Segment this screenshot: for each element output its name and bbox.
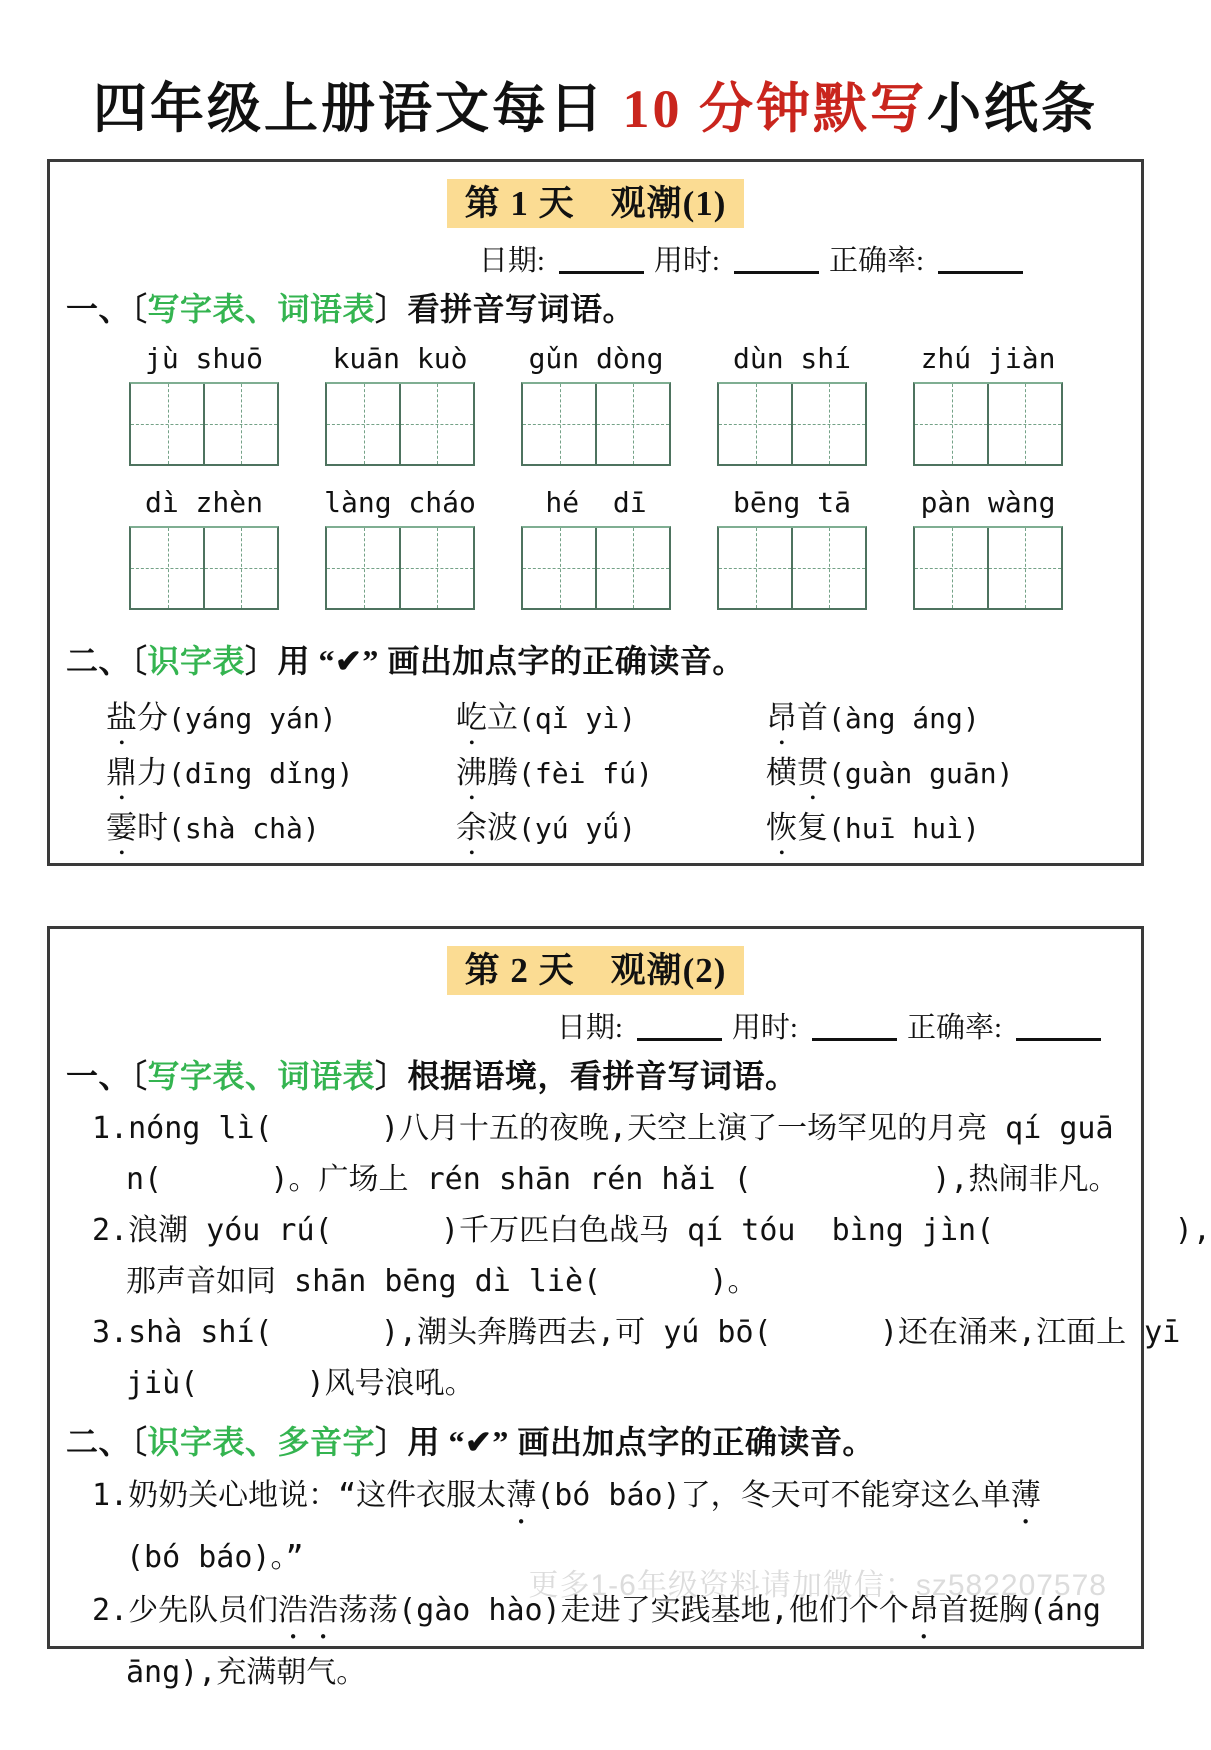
word-suffix: 时	[137, 810, 168, 845]
day2-meta-row	[50, 1005, 1141, 1044]
day1-section1-heading	[66, 284, 1141, 330]
time-label: 用时:	[731, 1012, 798, 1044]
writing-grid-row-1	[106, 382, 1086, 470]
pinyin-label: pàn wàng	[920, 486, 1056, 519]
section-instruction: 〕用 “✔” 画出加点字的正确读音。	[375, 1424, 875, 1460]
grid-cell-column	[302, 526, 498, 614]
pinyin-label: hé dī	[545, 486, 647, 519]
pronunciation-word-list	[106, 692, 1141, 857]
pinyin-options: (qǐ yì)	[518, 702, 637, 735]
pinyin-label: bēng tā	[732, 486, 851, 519]
day2-header-highlight: 第 2 天 观潮(2)	[447, 946, 745, 995]
grid-cell-column	[498, 382, 694, 470]
watermark: 更多1-6年级资料请加微信：sz582207578	[528, 1569, 1107, 1602]
pinyin-options: (yú yǘ)	[518, 812, 637, 845]
word-suffix: 波	[487, 810, 518, 845]
dotted-character: 沸	[456, 755, 487, 790]
dotted-character: 恢	[766, 810, 797, 845]
word-choice-item	[456, 747, 766, 807]
pinyin-options: (fèi fú)	[518, 757, 653, 790]
word-suffix: 首	[797, 700, 828, 735]
pinyin-options: (shà chà)	[168, 812, 320, 845]
section-number: 一、〔	[66, 1058, 148, 1094]
dotted-character: 昂	[766, 700, 797, 735]
page-title-pre: 四年级上册语文每日	[93, 79, 623, 139]
accuracy-blank	[1016, 1009, 1101, 1041]
time-label: 用时:	[653, 245, 720, 277]
pinyin-label: kuān kuò	[332, 342, 468, 375]
page-title-red: 10 分钟默写	[622, 79, 927, 139]
word-choice-item	[106, 802, 456, 862]
exercise-text: jiù( )风号浪吼。	[126, 1366, 475, 1401]
day2-section1-heading	[66, 1051, 1141, 1097]
writing-grid	[717, 526, 867, 610]
exercise-text: (bó báo)了，冬天可不能穿这么单	[536, 1478, 1011, 1513]
word-suffix: 腾	[487, 755, 518, 790]
accuracy-label: 正确率:	[828, 245, 924, 277]
writing-grid	[129, 526, 279, 610]
exercise-text: 荡荡(gào hào)走进了实践基地,他们个个	[338, 1593, 909, 1628]
word-row	[106, 802, 1141, 857]
pinyin-row-1	[106, 342, 1086, 374]
day1-meta-row	[50, 238, 1141, 277]
word-suffix: 力	[137, 755, 168, 790]
word-row	[106, 692, 1141, 747]
exercise-text: n( )。广场上 rén shān rén hǎi ( ),热闹非凡。	[126, 1162, 1119, 1197]
section-instruction: 〕根据语境，看拼音写词语。	[375, 1058, 798, 1094]
section-instruction: 〕用 “✔” 画出加点字的正确读音。	[245, 643, 745, 679]
word-choice-item	[766, 747, 1141, 807]
writing-grid	[325, 526, 475, 610]
grid-cell-column	[498, 526, 694, 614]
page-title-post: 小纸条	[927, 79, 1098, 139]
exercise-line	[92, 1358, 1141, 1409]
dotted-character: 屹	[456, 700, 487, 735]
day1-card	[47, 159, 1144, 866]
time-blank	[734, 242, 819, 274]
exercise-line	[92, 1646, 1141, 1699]
writing-grid-row-2	[106, 526, 1086, 614]
dotted-character: 贯	[797, 755, 828, 790]
word-choice-item	[456, 692, 766, 752]
writing-grid	[325, 382, 475, 466]
exercise-text: 2.浪潮 yóu rú( )千万匹白色战马 qí tóu bìng jìn( ),	[92, 1213, 1211, 1248]
pinyin-options: (dīng dǐng)	[168, 757, 354, 790]
pinyin-options: (àng áng)	[828, 702, 980, 735]
pinyin-label: dì zhèn	[144, 486, 263, 519]
pinyin-label: jù shuō	[144, 342, 263, 375]
pinyin-label: làng cháo	[324, 486, 476, 519]
exercise-text: 那声音如同 shān bēng dì liè( )。	[126, 1264, 758, 1299]
section-instruction: 〕看拼音写词语。	[375, 291, 636, 327]
accuracy-blank	[938, 242, 1023, 274]
dotted-character: 余	[456, 810, 487, 845]
word-choice-item	[106, 747, 456, 807]
pinyin-label: dùn shí	[732, 342, 851, 375]
writing-grid	[913, 382, 1063, 466]
day2-section2-heading	[66, 1417, 1141, 1463]
pinyin-options: (guàn guān)	[828, 757, 1014, 790]
writing-grid	[913, 526, 1063, 610]
writing-grid	[521, 382, 671, 466]
exercise-text: (bó báo)。”	[126, 1540, 304, 1575]
date-blank	[559, 242, 644, 274]
exercise-text: 1.nóng lì( )八月十五的夜晚,天空上演了一场罕见的月亮 qí guā	[92, 1111, 1114, 1146]
dotted-character: 盐	[106, 700, 137, 735]
day2-exercise1-lines	[92, 1103, 1211, 1409]
grid-cell-column	[694, 526, 890, 614]
exercise-line	[92, 1205, 1211, 1256]
grid-cell-column	[302, 382, 498, 470]
accuracy-label: 正确率:	[906, 1012, 1002, 1044]
day2-card	[47, 926, 1211, 1690]
writing-grid	[717, 382, 867, 466]
exercise-text: 1.奶奶关心地说：“这件衣服太	[92, 1478, 507, 1513]
exercise-text: 首挺胸(áng	[938, 1593, 1101, 1628]
date-label: 日期:	[478, 245, 545, 277]
section-source-tag: 识字表、多音字	[147, 1424, 376, 1460]
writing-grid	[521, 526, 671, 610]
word-choice-item	[766, 692, 1141, 752]
section-source-tag: 写字表、词语表	[147, 291, 376, 327]
exercise-line	[92, 1154, 1141, 1205]
dotted-character: 昂	[908, 1593, 939, 1628]
word-choice-item	[106, 692, 456, 752]
word-prefix: 横	[766, 755, 797, 790]
word-row	[106, 747, 1141, 802]
word-suffix: 复	[797, 810, 828, 845]
day1-header-highlight: 第 1 天 观潮(1)	[447, 179, 745, 228]
grid-cell-column	[694, 382, 890, 470]
page-title	[0, 66, 1191, 143]
section-number: 一、〔	[66, 291, 148, 327]
grid-cell-column	[106, 526, 302, 614]
exercise-text: 3.shà shí( ),潮头奔腾西去,可 yú bō( )还在涌来,江面上 yī	[92, 1315, 1181, 1350]
pinyin-options: (yáng yán)	[168, 702, 337, 735]
grid-cell-column	[106, 382, 302, 470]
grid-cell-column	[890, 382, 1086, 470]
word-suffix: 立	[487, 700, 518, 735]
exercise-text: 2.少先队员们	[92, 1593, 279, 1628]
exercise-line	[92, 1256, 1141, 1307]
section-number: 二、〔	[66, 643, 148, 679]
writing-grid	[129, 382, 279, 466]
exercise-line	[92, 1103, 1141, 1154]
grid-cell-column	[890, 526, 1086, 614]
pinyin-options: (huī huì)	[828, 812, 980, 845]
section-source-tag: 写字表、词语表	[147, 1058, 376, 1094]
word-suffix: 分	[137, 700, 168, 735]
dotted-character: 鼎	[106, 755, 137, 790]
exercise-text: āng),充满朝气。	[126, 1655, 367, 1690]
day2-header	[50, 943, 1141, 993]
exercise-line	[92, 1307, 1181, 1358]
day1-section2-heading	[66, 636, 1141, 682]
date-label: 日期:	[556, 1012, 623, 1044]
date-blank	[637, 1009, 722, 1041]
section-source-tag: 识字表	[147, 643, 246, 679]
pinyin-row-2	[106, 486, 1086, 518]
pinyin-label: gǔn dòng	[528, 342, 664, 375]
dotted-character: 薄	[506, 1478, 537, 1513]
exercise-line	[92, 1469, 1141, 1531]
dotted-character: 浩浩	[278, 1593, 339, 1628]
pinyin-label: zhú jiàn	[920, 342, 1056, 375]
word-choice-item	[766, 802, 1141, 862]
day1-header	[50, 176, 1141, 226]
section-number: 二、〔	[66, 1424, 148, 1460]
time-blank	[812, 1009, 897, 1041]
word-choice-item	[456, 802, 766, 862]
dotted-character: 薄	[1010, 1478, 1041, 1513]
dotted-character: 霎	[106, 810, 137, 845]
